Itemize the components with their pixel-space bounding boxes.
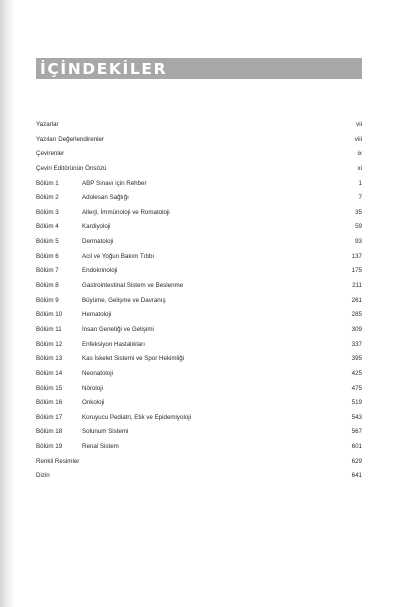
toc-entry-chapter[interactable] <box>36 264 362 279</box>
toc-entry-page: viii <box>354 135 362 143</box>
toc-entry-title: Yazıları Değerlendirenler <box>36 135 104 143</box>
toc-entry-chapter[interactable] <box>36 235 362 250</box>
chapter-title: Nöroloji <box>82 384 103 392</box>
toc-entry-front-matter[interactable] <box>36 133 362 148</box>
chapter-title: Neonatoloji <box>82 369 113 377</box>
toc-entry-chapter[interactable] <box>36 177 362 192</box>
chapter-number: Bölüm 1 <box>36 179 59 187</box>
toc-entry-chapter[interactable] <box>36 206 362 221</box>
chapter-title: Hematoloji <box>82 311 112 319</box>
chapter-number: Bölüm 6 <box>36 252 59 260</box>
chapter-title: Renal Sistem <box>82 443 119 451</box>
chapter-title: Kardiyoloji <box>82 223 111 231</box>
chapter-title: Gastrointestinal Sistem ve Beslenme <box>82 282 184 290</box>
toc-entry-title: Yazarlar <box>36 121 59 128</box>
chapter-title: ABP Sınavı için Rehber <box>82 179 147 187</box>
toc-entry-title: Dizin <box>36 472 50 480</box>
toc-entry-page: xi <box>357 164 362 172</box>
chapter-number: Bölüm 16 <box>36 399 63 407</box>
chapter-title: Büyüme, Gelişme ve Davranış <box>82 296 166 304</box>
chapter-number: Bölüm 9 <box>36 296 59 304</box>
toc-entry-chapter[interactable] <box>36 220 362 235</box>
toc-entry-page: ix <box>357 150 362 158</box>
toc-entry-chapter[interactable] <box>36 323 362 338</box>
chapter-number: Bölüm 10 <box>36 311 63 319</box>
toc-entry-chapter[interactable] <box>36 250 362 265</box>
chapter-number: Bölüm 2 <box>36 194 59 202</box>
chapter-page: 425 <box>351 369 362 377</box>
chapter-title: Kas İskelet Sistemi ve Spor Hekimliği <box>82 355 185 363</box>
chapter-title: Koruyucu Pediatri, Etik ve Epidemiyoloji <box>82 413 192 421</box>
chapter-number: Bölüm 4 <box>36 223 59 231</box>
chapter-page: 137 <box>351 252 362 260</box>
chapter-title: Enfeksiyon Hastalıkları <box>82 340 145 348</box>
toc-entry-page: 641 <box>351 472 362 480</box>
toc-entry-back-matter[interactable] <box>36 455 362 470</box>
chapter-number: Bölüm 19 <box>36 443 63 451</box>
chapter-number: Bölüm 8 <box>36 282 59 290</box>
toc-entry-back-matter[interactable] <box>36 469 362 484</box>
chapter-number: Bölüm 13 <box>36 355 63 363</box>
chapter-number: Bölüm 17 <box>36 413 63 421</box>
toc-entry-chapter[interactable] <box>36 308 362 323</box>
toc-entry-chapter[interactable] <box>36 396 362 411</box>
chapter-number: Bölüm 11 <box>36 325 62 333</box>
chapter-page: 567 <box>351 428 362 436</box>
toc-entry-chapter[interactable] <box>36 279 362 294</box>
chapter-page: 285 <box>351 311 362 319</box>
toc-entry-chapter[interactable] <box>36 411 362 426</box>
chapter-number: Bölüm 7 <box>36 267 59 275</box>
chapter-page: 395 <box>351 355 362 363</box>
chapter-page: 601 <box>351 443 362 451</box>
toc-entry-chapter[interactable] <box>36 338 362 353</box>
chapter-page: 211 <box>352 282 362 290</box>
toc-entry-title: Çeviri Editörünün Önsözü <box>36 164 107 172</box>
toc-entry-chapter[interactable] <box>36 382 362 397</box>
chapter-page: 59 <box>355 223 362 231</box>
chapter-number: Bölüm 5 <box>36 238 59 246</box>
toc-entry-front-matter[interactable] <box>36 147 362 162</box>
chapter-page: 543 <box>351 413 362 421</box>
chapter-page: 1 <box>358 179 362 187</box>
toc-entry-chapter[interactable] <box>36 367 362 382</box>
chapter-title: Allerji, İmmünoloji ve Romatoloji <box>82 208 170 216</box>
chapter-title: Solunum Sistemi <box>82 428 129 436</box>
toc-entry-title: Renkli Resimler <box>36 457 80 465</box>
chapter-number: Bölüm 15 <box>36 384 63 392</box>
toc-entry-chapter[interactable] <box>36 352 362 367</box>
chapter-page: 175 <box>351 267 362 275</box>
chapter-number: Bölüm 18 <box>36 428 63 436</box>
chapter-number: Bölüm 12 <box>36 340 63 348</box>
toc-entry-front-matter[interactable] <box>36 162 362 177</box>
chapter-title: Adolesan Sağlığı <box>82 194 129 202</box>
toc-entry-chapter[interactable] <box>36 294 362 309</box>
chapter-number: Bölüm 14 <box>36 369 63 377</box>
chapter-page: 337 <box>351 340 362 348</box>
page-title: İÇİNDEKİLER <box>40 60 168 78</box>
toc-entry-chapter[interactable] <box>36 440 362 455</box>
chapter-page: 35 <box>355 208 362 216</box>
chapter-page: 7 <box>358 194 362 202</box>
toc-entry-page: vii <box>356 121 362 128</box>
chapter-page: 309 <box>351 325 362 333</box>
chapter-page: 519 <box>351 399 362 407</box>
chapter-title: Dermatoloji <box>82 238 114 246</box>
chapter-title: Endokrinoloji <box>82 267 118 275</box>
toc-entry-title: Çevirenler <box>36 150 65 158</box>
table-of-contents <box>36 118 362 484</box>
toc-entry-page: 629 <box>351 457 362 465</box>
toc-entry-front-matter[interactable] <box>36 118 362 133</box>
chapter-title: Onkoloji <box>82 399 105 407</box>
chapter-page: 475 <box>351 384 362 392</box>
chapter-page: 93 <box>355 238 362 246</box>
title-banner <box>36 58 362 79</box>
chapter-title: İnsan Genetiği ve Gelişimi <box>82 325 154 333</box>
chapter-title: Acil ve Yoğun Bakım Tıbbı <box>82 252 155 260</box>
chapter-number: Bölüm 3 <box>36 208 59 216</box>
toc-entry-chapter[interactable] <box>36 425 362 440</box>
chapter-page: 261 <box>351 296 362 304</box>
toc-entry-chapter[interactable] <box>36 191 362 206</box>
